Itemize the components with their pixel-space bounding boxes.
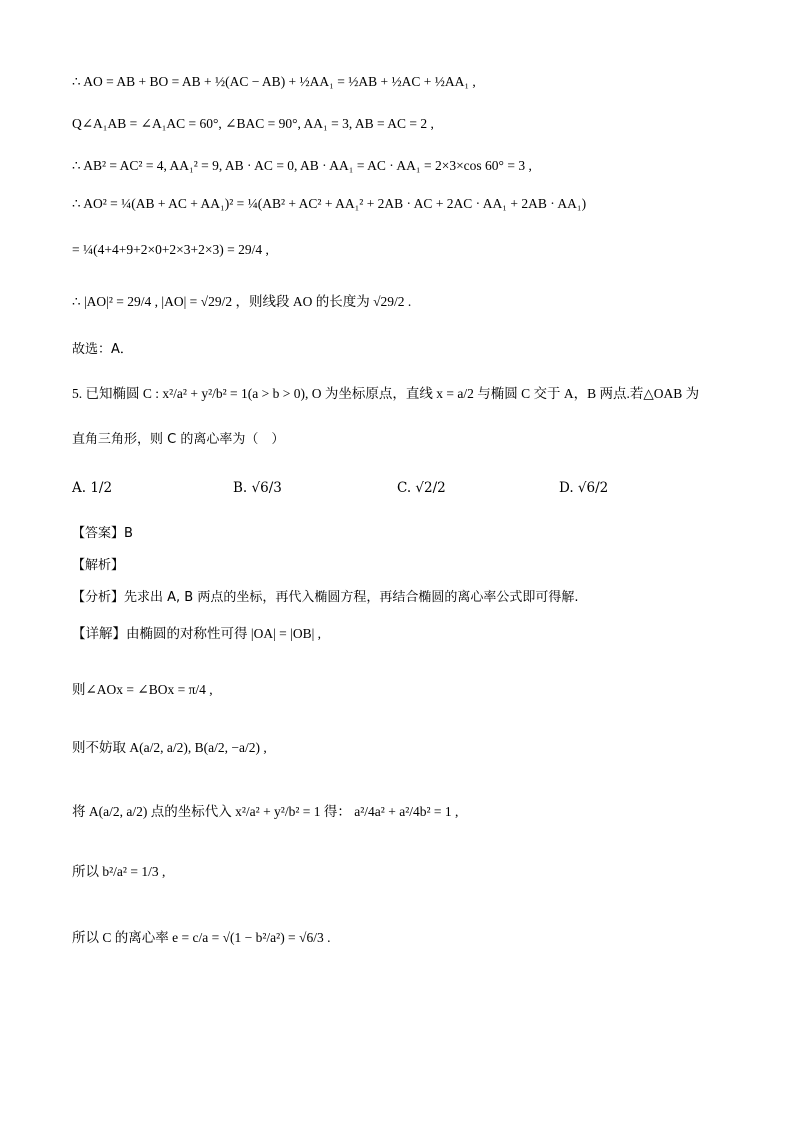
answer-choice-line: 故选：A． [72, 342, 133, 357]
detail-line-4: 将 A(a/2, a/2) 点的坐标代入 x²/a² + y²/b² = 1 得： a²/4a² + a²/4b² = 1 , [72, 804, 459, 819]
solution-line-2: Q∠A₁AB = ∠A₁AC = 60°, ∠BAC = 90°, AA₁ = 3, AB = AC = 2 , [72, 116, 434, 131]
analysis-heading: 【解析】 [72, 558, 125, 573]
detail-line-6: 所以 C 的离心率 e = c/a = √(1 − b²/a²) = √6/3 . [72, 930, 331, 945]
solution-line-5: = ¼(4+4+9+2×0+2×3+2×3) = 29/4 , [72, 242, 269, 257]
option-a: A. 1/2 [72, 480, 113, 496]
option-d: D. √6/2 [559, 480, 609, 496]
detail-line-1: 【详解】由椭圆的对称性可得 |OA| = |OB| , [72, 626, 322, 641]
detail-line-3: 则不妨取 A(a/2, a/2), B(a/2, −a/2) , [72, 740, 267, 755]
solution-line-1: ∴ AO = AB + BO = AB + ½(AC − AB) + ½AA₁ = ½AB + ½AC + ½AA₁ , [72, 74, 476, 89]
option-b: B. √6/3 [233, 480, 282, 496]
solution-line-3: ∴ AB² = AC² = 4, AA₁² = 9, AB · AC = 0, AB · AA₁ = AC · AA₁ = 2×3×cos 60° = 3 , [72, 158, 532, 173]
question-5-stem-cont: 直角三角形，则 C 的离心率为（ ） [72, 432, 285, 447]
detail-line-5: 所以 b²/a² = 1/3 , [72, 864, 166, 879]
solution-line-6: ∴ |AO|² = 29/4 , |AO| = √29/2 ，则线段 AO 的长度为 √29/2 . [72, 294, 412, 309]
analysis-summary: 【分析】先求出 A, B 两点的坐标，再代入椭圆方程，再结合椭圆的离心率公式即可得解. [72, 590, 579, 605]
option-c: C. √2/2 [397, 480, 446, 496]
question-5-stem: 5. 已知椭圆 C : x²/a² + y²/b² = 1(a > b > 0), O 为坐标原点，直线 x = a/2 与椭圆 C 交于 A，B 两点.若△OAB 为 [72, 386, 700, 401]
solution-line-4: ∴ AO² = ¼(AB + AC + AA₁)² = ¼(AB² + AC² + AA₁² + 2AB · AC + 2AC · AA₁ + 2AB · AA₁) [72, 196, 587, 211]
detail-line-2: 则∠AOx = ∠BOx = π/4 , [72, 682, 213, 697]
answer-label: 【答案】B [72, 526, 133, 541]
